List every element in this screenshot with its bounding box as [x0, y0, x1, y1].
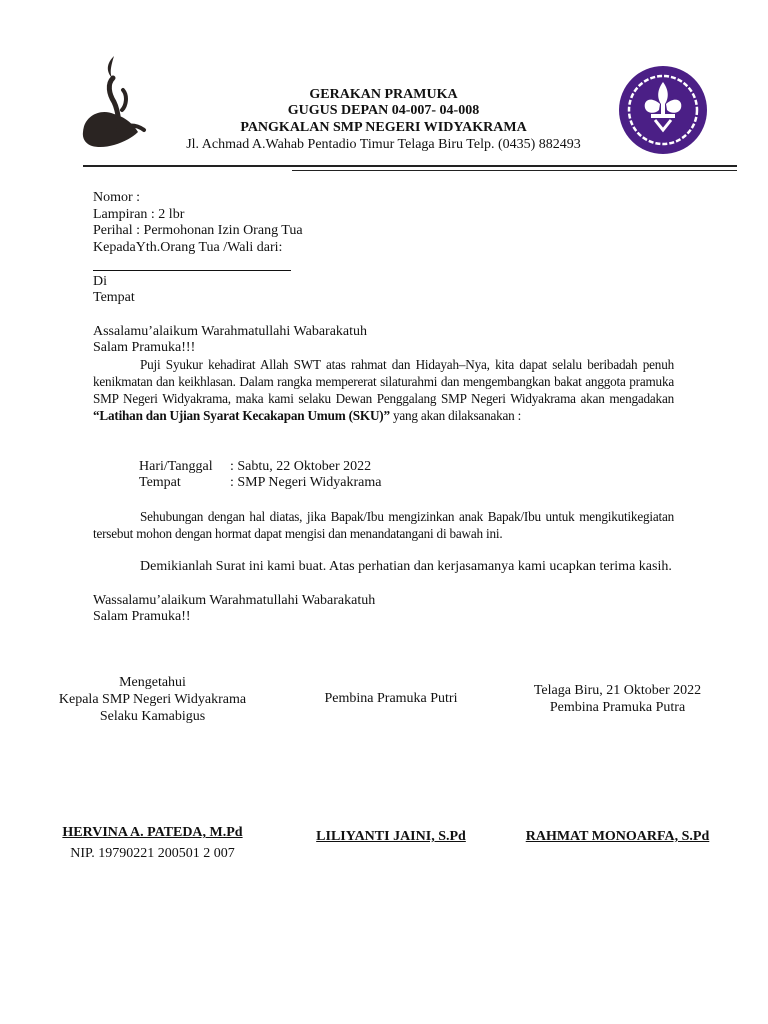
paragraph-2: Sehubungan dengan hal diatas, jika Bapak/Ibu mengizinkan anak Bapak/Ibu untuk mengikutikegiatan tersebut mohon dengan hormat dapat mengisi dan menandatangani di bawah ini.	[93, 509, 674, 541]
paragraph-3: Demikianlah Surat ini kami buat. Atas perhatian dan kerjasamanya kami ucapkan terima kasih.	[140, 559, 672, 574]
org-name: GERAKAN PRAMUKA	[309, 87, 458, 102]
closing: Wassalamu’alaikum Warahmatullahi Wabarakatuh	[93, 593, 376, 608]
sig-left-line3: Selaku Kamabigus	[99, 709, 206, 724]
sig-left-line1: Mengetahui	[119, 675, 186, 690]
detail-value-place: : SMP Negeri Widyakrama	[230, 475, 382, 490]
sig-right-block	[505, 682, 730, 716]
detail-label-date: Hari/Tanggal	[139, 459, 213, 474]
sig-right-name: RAHMAT MONOARFA, S.Pd	[525, 829, 710, 844]
event-title: “Latihan dan Ujian Syarat Kecakapan Umum (SKU)”	[93, 408, 390, 423]
recipient: KepadaYth.Orang Tua /Wali dari:	[93, 240, 283, 255]
di: Di	[93, 274, 107, 289]
lampiran: Lampiran : 2 lbr	[93, 207, 185, 222]
recipient-blank-line	[93, 270, 291, 271]
pangkalan: PANGKALAN SMP NEGERI WIDYAKRAMA	[240, 120, 527, 135]
paragraph-1-text: Puji Syukur kehadirat Allah SWT atas rahmat dan Hidayah–Nya, kita dapat selalu beribadah penuh kenikmatan dan keikhlasan. Dalam rangka mempererat silaturahmi dan mengembangkan bakat anggota pramuka SMP Negeri Widyakrama, maka kami selaku Dewan Penggalang SMP Negeri Widyakrama akan mengadakan	[93, 357, 674, 406]
salam: Salam Pramuka!!!	[93, 340, 196, 355]
sig-right-date: Telaga Biru, 21 Oktober 2022	[533, 683, 702, 698]
header-divider	[83, 165, 737, 167]
paragraph-1-tail: yang akan dilaksanakan :	[389, 408, 522, 423]
wosm-scout-emblem-icon	[617, 64, 709, 156]
sig-left-block	[30, 674, 275, 725]
sig-right-role: Pembina Pramuka Putra	[549, 700, 686, 715]
tunas-kelapa-emblem-icon	[78, 52, 148, 152]
sig-middle-role: Pembina Pramuka Putri	[324, 691, 458, 706]
sig-left-name: HERVINA A. PATEDA, M.Pd	[62, 825, 243, 840]
detail-label-place: Tempat	[139, 475, 181, 490]
gugus-depan: GUGUS DEPAN 04-007- 04-008	[287, 103, 480, 118]
closing-salam: Salam Pramuka!!	[93, 609, 191, 624]
header-divider-thin	[292, 170, 737, 171]
detail-value-date: : Sabtu, 22 Oktober 2022	[230, 459, 372, 474]
sig-left-line2: Kepala SMP Negeri Widyakrama	[58, 692, 247, 707]
address: Jl. Achmad A.Wahab Pentadio Timur Telaga Biru Telp. (0435) 882493	[186, 137, 581, 152]
paragraph-1	[93, 356, 674, 424]
sig-middle-name: LILIYANTI JAINI, S.Pd	[316, 829, 466, 844]
nomor: Nomor :	[93, 190, 141, 205]
tempat: Tempat	[93, 290, 135, 305]
perihal: Perihal : Permohonan Izin Orang Tua	[93, 223, 303, 238]
greeting: Assalamu’alaikum Warahmatullahi Wabarakatuh	[93, 324, 368, 339]
sig-left-nip: NIP. 19790221 200501 2 007	[70, 846, 235, 861]
